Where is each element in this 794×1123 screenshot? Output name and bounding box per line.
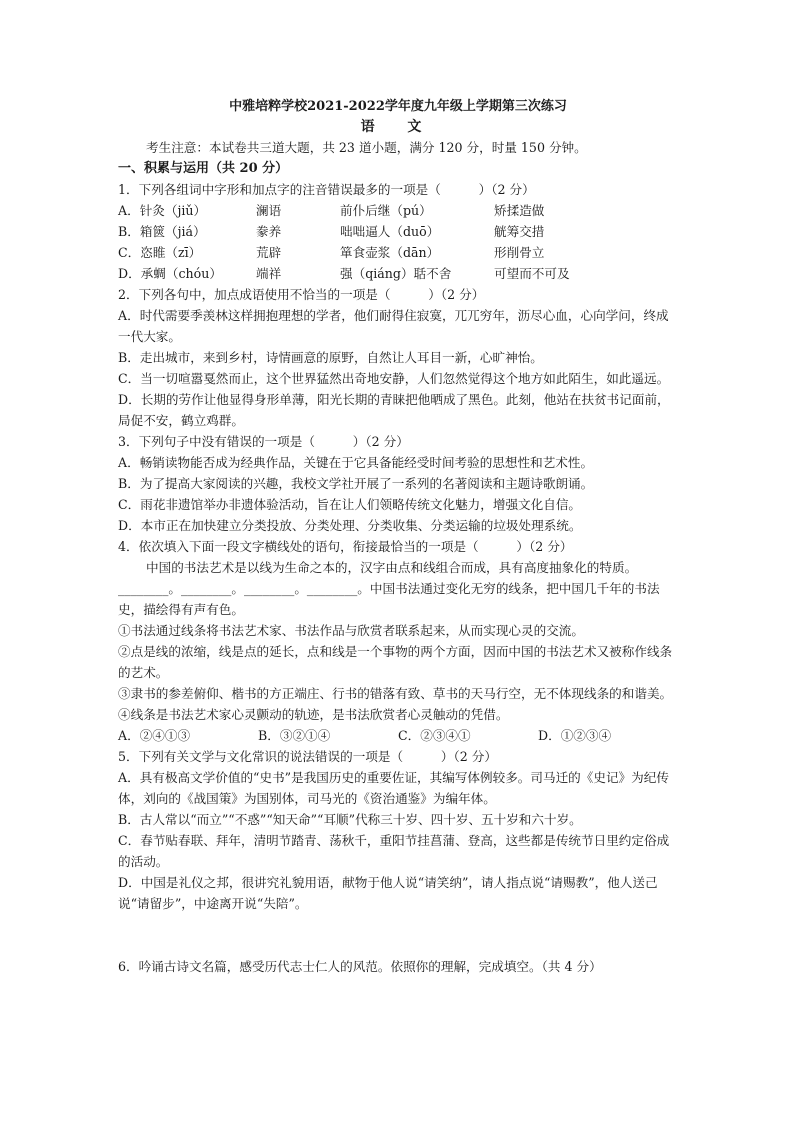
option-cell: 端祥 bbox=[256, 266, 282, 281]
question-5-option-c: C．春节贴春联、拜年，清明节踏青、荡秋千，重阳节挂菖蒲、登高，这些都是传统节日里约定俗成的活动。 bbox=[118, 833, 670, 869]
question-4-sentence-4: ④线条是书法艺术家心灵颤动的轨迹，是书法欣赏者心灵触动的凭借。 bbox=[118, 707, 509, 722]
question-3-option-a: A．畅销读物能否成为经典作品，关键在于它具备能经受时间考验的思想性和艺术性。 bbox=[118, 455, 594, 470]
question-1-option-b bbox=[118, 221, 678, 242]
question-4-sentence-3: ③隶书的参差俯仰、楷书的方正端庄、行书的错落有致、草书的天马行空，无不体现线条的和谐美。 bbox=[118, 686, 673, 701]
question-1-stem: 1．下列各组词中字形和加点字的注音错误最多的一项是（ ）（2 分） bbox=[118, 182, 535, 197]
question-4-sentence-2: ②点是线的浓缩，线是点的延长，点和线是一个事物的两个方面，因而中国的书法艺术又被称作线条的艺术。 bbox=[118, 644, 673, 680]
exam-notice: 考生注意：本试卷共三道大题，共 23 道小题，满分 120 分，时量 150 分钟。 bbox=[146, 140, 587, 155]
question-5-option-a: A．具有极高文学价值的“史书”是我国历史的重要佐证，其编写体例较多。司马迁的《史记》为纪传体，刘向的《战国策》为国别体，司马光的《资治通鉴》为编年体。 bbox=[118, 770, 669, 806]
question-4-option-a: A．②④①③ bbox=[118, 728, 191, 743]
question-3-option-d: D．本市正在加快建立分类投放、分类处理、分类收集、分类运输的垃圾处理系统。 bbox=[118, 518, 582, 533]
spacer bbox=[118, 914, 678, 956]
option-cell: 形削骨立 bbox=[494, 245, 545, 260]
question-2-option-d: D．长期的劳作让他显得身形单薄，阳光长期的青睐把他晒成了黑色。此刻，他站在扶贫书记面前，局促不安，鹤立鸡群。 bbox=[118, 392, 670, 428]
question-1-option-d bbox=[118, 263, 678, 284]
option-cell: 可望而不可及 bbox=[494, 266, 570, 281]
question-4-sentence-1: ①书法通过线条将书法艺术家、书法作品与欣赏者联系起来，从而实现心灵的交流。 bbox=[118, 623, 584, 638]
question-1-option-a bbox=[118, 200, 678, 221]
question-4-option-b: B．③②①④ bbox=[258, 728, 331, 743]
option-cell: 觥筹交措 bbox=[494, 224, 545, 239]
exam-page bbox=[118, 96, 678, 977]
option-cell: A．针灸（jiǔ） bbox=[118, 203, 207, 218]
option-cell: B．箱篋（jiá） bbox=[118, 224, 206, 239]
question-5-option-b: B．古人常以“而立”“不惑”“知天命”“耳顺”代称三十岁、四十岁、五十岁和六十岁。 bbox=[118, 812, 582, 827]
question-2-option-c: C．当一切喧嚣戛然而止，这个世界猛然出奇地安静，人们忽然觉得这个地方如此陌生，如此遥远。 bbox=[118, 371, 670, 386]
option-cell: C．恣睢（zī） bbox=[118, 245, 202, 260]
question-4-passage: 中国的书法艺术是以线为生命之本的，汉字由点和线组合而成，具有高度抽象化的特质。 bbox=[146, 560, 638, 575]
option-cell: 咄咄逼人（duō） bbox=[340, 224, 440, 239]
question-6-stem: 6．吟诵古诗文名篇，感受历代志士仁人的风范。依照你的理解，完成填空。（共 4 分） bbox=[118, 959, 602, 974]
question-3-option-c: C．雨花非遗馆举办非遗体验活动，旨在让人们领略传统文化魅力，增强文化自信。 bbox=[118, 497, 582, 512]
question-5-stem: 5．下列有关文学与文化常识的说法错误的一项是（ ）（2 分） bbox=[118, 749, 497, 764]
question-4-stem: 4．依次填入下面一段文字横线处的语句，衔接最恰当的一项是（ ）（2 分） bbox=[118, 539, 573, 554]
subject-title: 语 文 bbox=[360, 119, 436, 135]
option-cell: 矫揉造做 bbox=[494, 203, 545, 218]
question-4-options bbox=[118, 725, 678, 746]
question-2-option-a: A．时代需要季羡林这样拥抱理想的学者，他们耐得住寂寞，兀兀穷年，沥尽心血，心向学问，终成一代大家。 bbox=[118, 308, 669, 344]
question-1-option-c bbox=[118, 242, 678, 263]
option-cell: 强（qiáng）聒不舍 bbox=[340, 266, 452, 281]
question-1-options bbox=[118, 200, 678, 284]
exam-title: 中雅培粹学校2021-2022学年度九年级上学期第三次练习 bbox=[229, 99, 567, 114]
option-cell: 澜语 bbox=[256, 203, 282, 218]
section-heading: 一、积累与运用（共 20 分） bbox=[118, 161, 289, 176]
option-cell: 前仆后继（pú） bbox=[340, 203, 432, 218]
question-4-blanks: ________。________。________。________。中国书法通过变化无穷的线条，把中国几千年的书法史，描绘得有声有色。 bbox=[118, 581, 660, 617]
option-cell: 箪食壶浆（dān） bbox=[340, 245, 440, 260]
question-4-option-c: C．②③④① bbox=[398, 728, 471, 743]
option-cell: 豢养 bbox=[256, 224, 282, 239]
option-cell: 荒辟 bbox=[256, 245, 282, 260]
option-cell: D．承蜩（chóu） bbox=[118, 266, 222, 281]
question-3-stem: 3．下列句子中没有错误的一项是（ ）（2 分） bbox=[118, 434, 409, 449]
question-2-stem: 2．下列各句中，加点成语使用不恰当的一项是（ ）（2 分） bbox=[118, 287, 485, 302]
question-4-option-d: D．①②③④ bbox=[538, 728, 612, 743]
question-5-option-d: D．中国是礼仪之邦，很讲究礼貌用语，献物于他人说“请笑纳”，请人指点说“请赐教”，他人送己说“请留步”，中途离开说“失陪”。 bbox=[118, 875, 658, 911]
question-3-option-b: B．为了提高大家阅读的兴趣，我校文学社开展了一系列的名著阅读和主题诗歌朗诵。 bbox=[118, 476, 594, 491]
question-2-option-b: B．走出城市，来到乡村，诗情画意的原野，自然让人耳目一新，心旷神怡。 bbox=[118, 350, 543, 365]
